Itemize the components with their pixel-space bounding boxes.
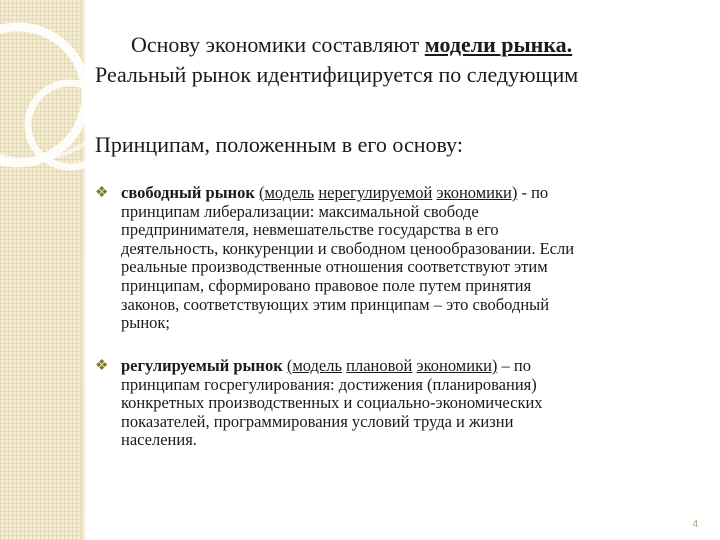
- bullet-first-line: [121, 357, 685, 376]
- bullet-line: населения.: [121, 430, 197, 450]
- bullet-regulated-market: [95, 357, 685, 450]
- title-prefix: Основу экономики составляют: [131, 32, 425, 57]
- bullet-model-type: плановой: [346, 356, 413, 375]
- title-line-2: Реальный рынок идентифицируется по следующим: [95, 62, 579, 87]
- bullet-text: [95, 357, 685, 450]
- bullet-line: принципам госрегулирования: достижения (планирования): [121, 374, 537, 394]
- bullet-line: деятельность, конкуренции и свободном ценообразовании. Если: [121, 238, 575, 258]
- bullet-model-economy: экономики): [436, 183, 518, 202]
- bullet-first-line-tail: - по: [517, 183, 549, 202]
- bullet-line: принципам, сформировано правовое поле путем принятия: [121, 275, 532, 295]
- subtitle: Принципам, положенным в его основу:: [95, 132, 463, 157]
- bullet-line: реальные производственные отношения соответствуют этим: [121, 257, 548, 277]
- title-line-1: [95, 30, 695, 60]
- diamond-bullet-icon: ❖: [95, 185, 109, 201]
- bullet-line: принципам либерализации: максимальной свободе: [121, 201, 479, 221]
- bullet-first-line-tail: – по: [497, 356, 531, 375]
- bullet-term: свободный рынок: [121, 183, 255, 202]
- bullet-model-economy: экономики): [416, 356, 498, 375]
- title-emphasis: модели рынка.: [424, 32, 573, 57]
- sidebar-texture: [0, 0, 82, 540]
- sidebar-edge: [82, 0, 86, 540]
- bullet-term: регулируемый рынок: [121, 356, 283, 375]
- bullet-line: показателей, программирования условий труда и жизни: [121, 411, 514, 431]
- bullet-line: предпринимателя, невмешательстве государства в его: [121, 220, 499, 240]
- diamond-bullet-icon: ❖: [95, 358, 109, 374]
- slide-title: [95, 30, 695, 90]
- bullet-model-type: нерегулируемой: [318, 183, 433, 202]
- page-number: 4: [692, 519, 698, 530]
- bullet-line: рынок;: [121, 313, 171, 333]
- bullet-line: конкретных производственных и социально-экономических: [121, 393, 543, 413]
- bullet-free-market: [95, 184, 685, 333]
- bullet-first-line: [121, 184, 685, 203]
- bullet-model-word: (модель: [259, 183, 315, 202]
- bullet-line: законов, соответствующих этим принципам – это свободный: [121, 294, 550, 314]
- bullet-text: [95, 184, 685, 333]
- bullet-model-word: (модель: [286, 356, 343, 375]
